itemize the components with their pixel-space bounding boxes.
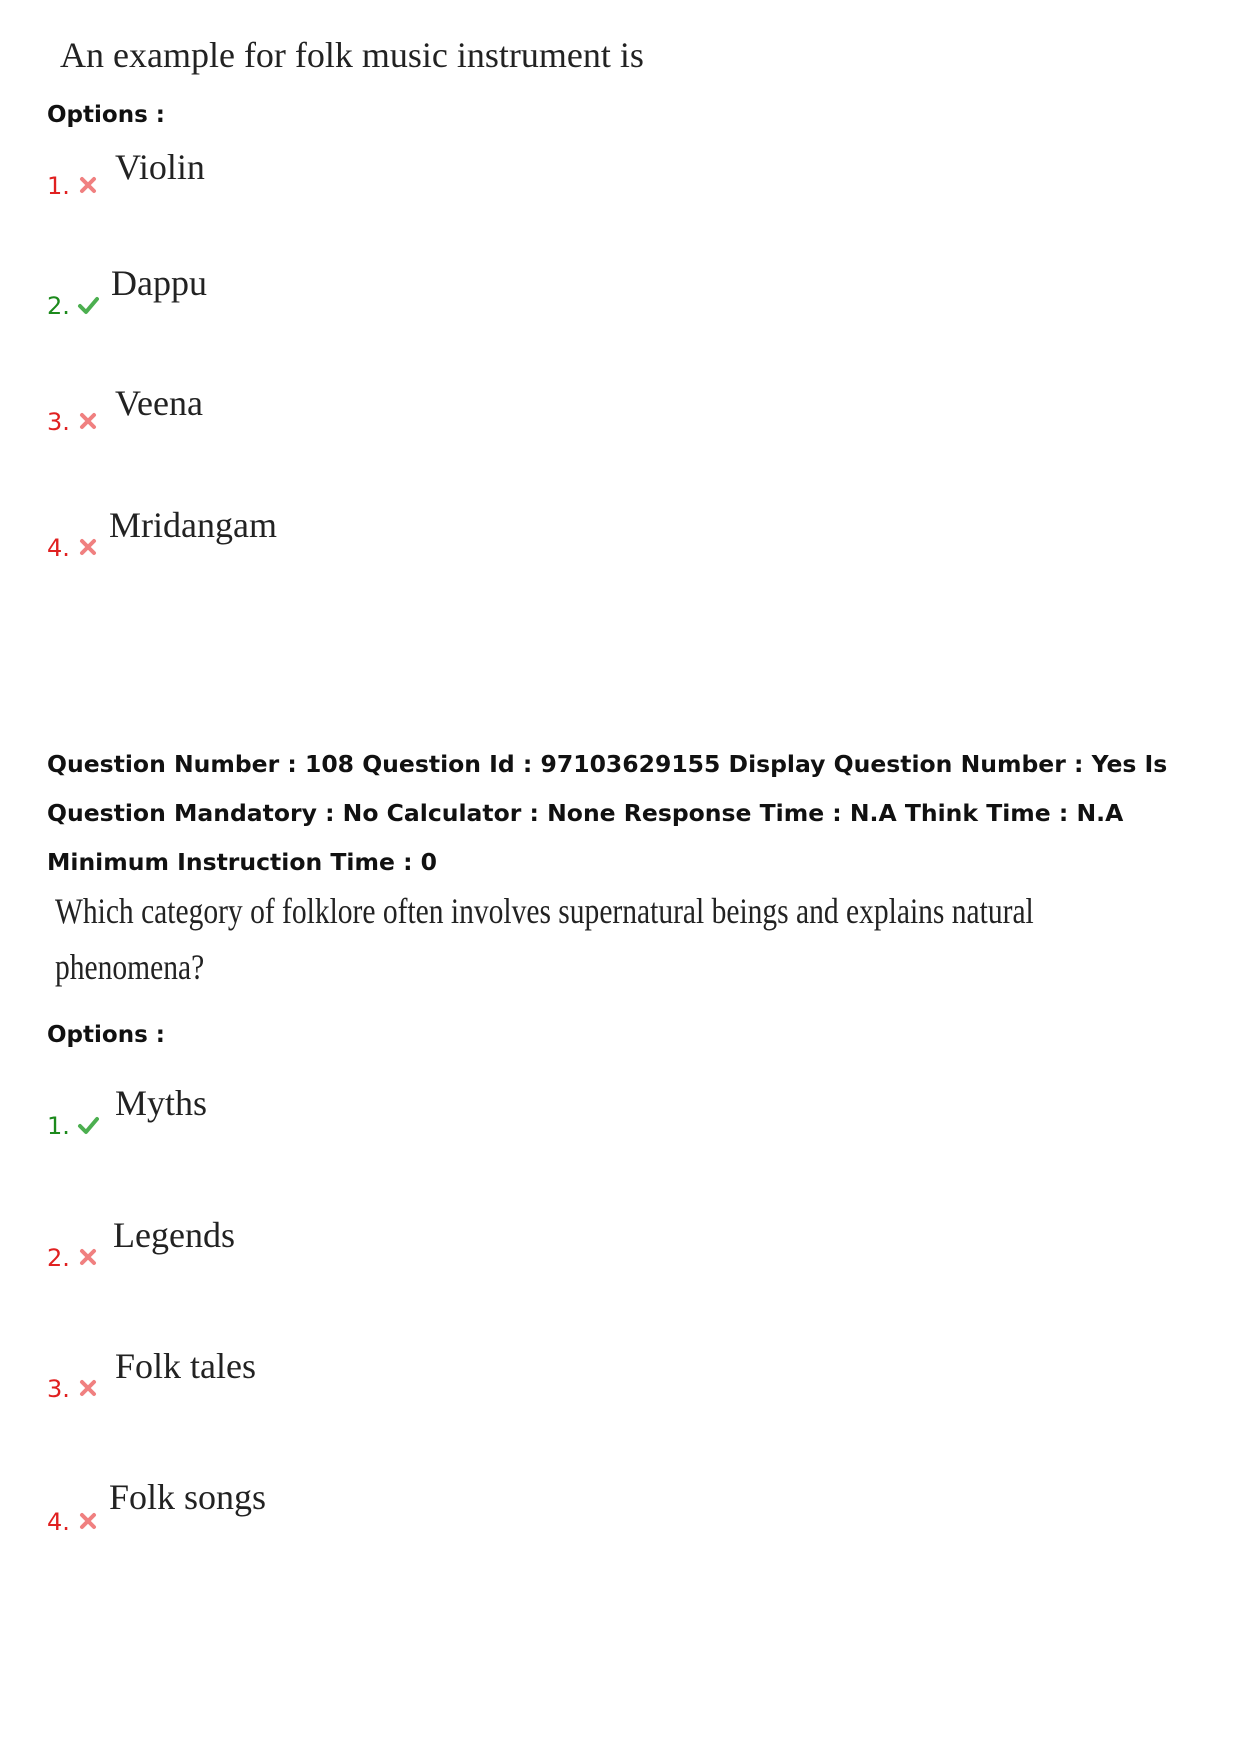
option-text: Folk songs xyxy=(109,1477,267,1517)
question-text-line-1: Which category of folklore often involves supernatural beings and explains natural xyxy=(55,891,1034,931)
options-label: Options : xyxy=(47,102,165,128)
option-number: 4. xyxy=(47,534,70,562)
option-number: 1. xyxy=(47,1112,70,1140)
option-number: 4. xyxy=(47,1508,70,1536)
option-text: Dappu xyxy=(111,263,207,303)
check-icon xyxy=(77,1114,99,1136)
option-text: Folk tales xyxy=(115,1346,256,1386)
option-text: Mridangam xyxy=(109,505,277,545)
option-text: Violin xyxy=(115,147,205,187)
option-number: 1. xyxy=(47,172,70,200)
cross-icon xyxy=(77,1246,99,1268)
option-text: Myths xyxy=(115,1083,208,1123)
option-number: 2. xyxy=(47,292,70,320)
option-number: 3. xyxy=(47,1375,70,1403)
option-text: Veena xyxy=(115,383,203,423)
cross-icon xyxy=(77,1377,99,1399)
check-icon xyxy=(77,294,99,316)
question-text-line-2: phenomena? xyxy=(55,947,205,987)
cross-icon xyxy=(77,174,99,196)
cross-icon xyxy=(77,1510,99,1532)
question-text: An example for folk music instrument is xyxy=(60,35,644,75)
cross-icon xyxy=(77,536,99,558)
option-number: 3. xyxy=(47,408,70,436)
question-meta: Question Number : 108 Question Id : 97103629155 Display Question Number : Yes Is Question Mandatory : No Calculator : None Response Time : N.A Think Time : N.A Minimum Instruction Time : 0 xyxy=(47,750,1168,876)
cross-icon xyxy=(77,410,99,432)
option-number: 2. xyxy=(47,1244,70,1272)
option-text: Legends xyxy=(113,1215,235,1255)
options-label: Options : xyxy=(47,1022,165,1048)
